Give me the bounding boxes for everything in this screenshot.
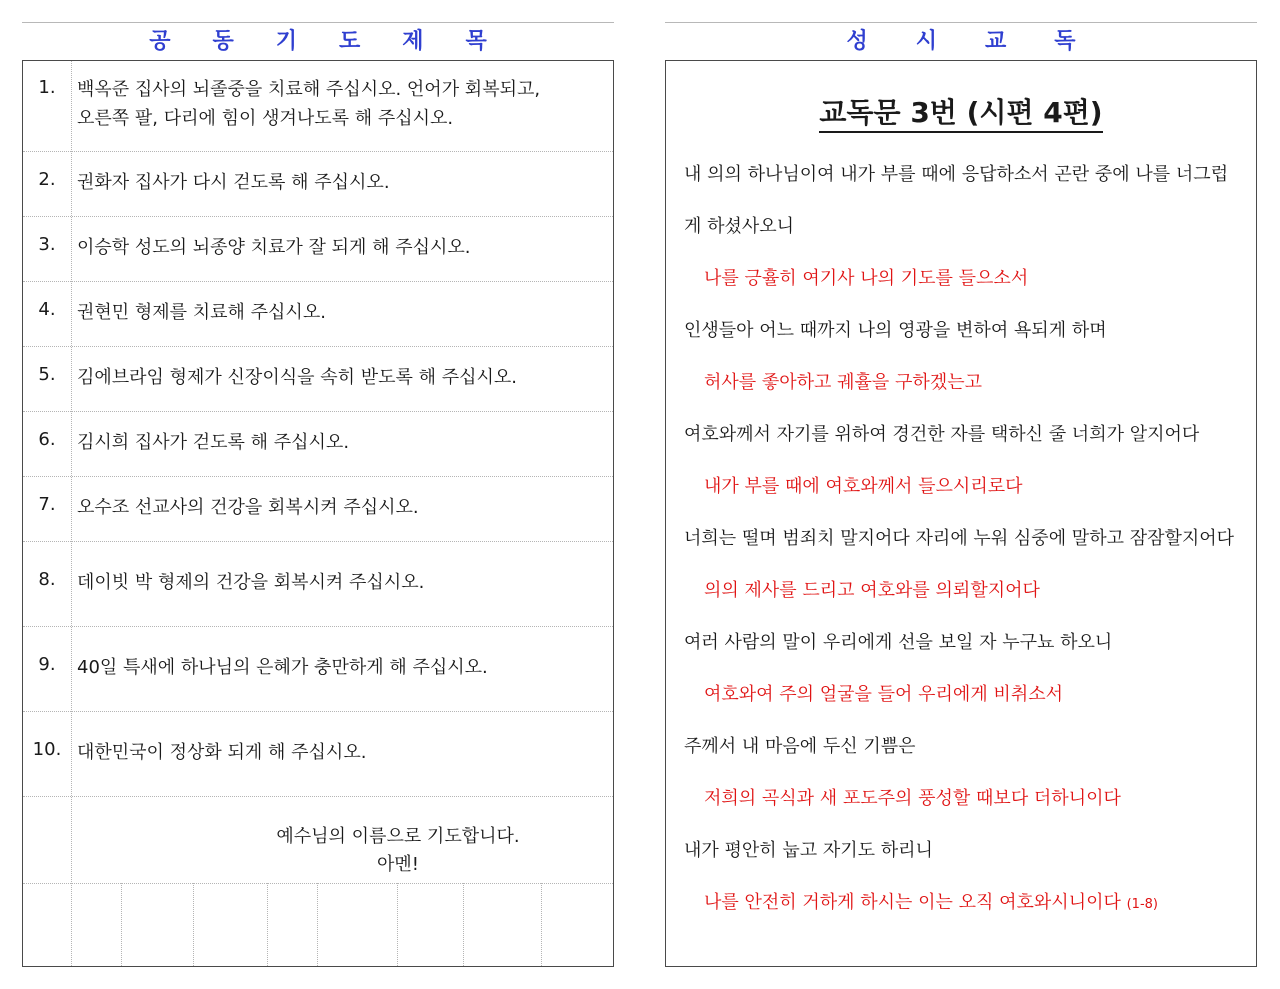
prayer-text: 김시희 집사가 걷도록 해 주십시오. bbox=[77, 432, 350, 453]
title-char: 목 bbox=[465, 29, 487, 54]
closing-prayer bbox=[183, 823, 613, 879]
title-char: 동 bbox=[212, 29, 234, 54]
prayer-text: 40일 특새에 하나님의 은혜가 충만하게 해 주십시오. bbox=[77, 657, 488, 678]
row-divider bbox=[23, 626, 613, 627]
prayer-number: 10. bbox=[32, 739, 62, 760]
leader-verse: 여호와께서 자기를 위하여 경건한 자를 택하신 줄 너희가 알지어다 bbox=[684, 424, 1200, 445]
prayer-number: 5. bbox=[38, 364, 56, 385]
number-column-divider bbox=[71, 61, 72, 884]
prayer-number: 6. bbox=[38, 429, 56, 450]
prayer-number: 4. bbox=[38, 299, 56, 320]
response-verse: 저희의 곡식과 새 포도주의 풍성할 때보다 더하니이다 bbox=[704, 788, 1121, 809]
leader-verse-continued: 게 하셨사오니 bbox=[684, 216, 795, 237]
row-divider bbox=[23, 151, 613, 152]
response-verse-text: 나를 안전히 거하게 하시는 이는 오직 여호와시니이다 bbox=[704, 892, 1121, 913]
grid-divider bbox=[397, 883, 398, 966]
left-header-rule bbox=[22, 22, 614, 23]
row-divider bbox=[23, 541, 613, 542]
prayer-text: 김에브라임 형제가 신장이식을 속히 받도록 해 주십시오. bbox=[77, 367, 517, 388]
blank-grid bbox=[23, 883, 613, 966]
reading-section-title bbox=[665, 24, 1257, 55]
title-char: 제 bbox=[402, 29, 424, 54]
title-char: 성 bbox=[846, 29, 868, 54]
prayer-text: 이승학 성도의 뇌종양 치료가 잘 되게 해 주십시오. bbox=[77, 237, 471, 258]
prayer-text: 오수조 선교사의 건강을 회복시켜 주십시오. bbox=[77, 497, 419, 518]
leader-verse: 내 의의 하나님이여 내가 부를 때에 응답하소서 곤란 중에 나를 너그럽 bbox=[684, 164, 1229, 185]
title-char: 독 bbox=[1054, 29, 1076, 54]
prayer-section-title bbox=[22, 24, 614, 55]
row-divider bbox=[23, 411, 613, 412]
prayer-text: 대한민국이 정상화 되게 해 주십시오. bbox=[77, 742, 367, 763]
closing-line: 예수님의 이름으로 기도합니다. bbox=[276, 826, 520, 847]
title-char: 교 bbox=[985, 29, 1007, 54]
response-verse: 나를 긍휼히 여기사 나의 기도를 들으소서 bbox=[704, 268, 1029, 289]
prayer-text: 데이빗 박 형제의 건강을 회복시켜 주십시오. bbox=[77, 572, 425, 593]
prayer-number: 7. bbox=[38, 494, 56, 515]
response-verse bbox=[704, 877, 1272, 931]
prayer-text-line: 백옥준 집사의 뇌졸중을 치료해 주십시오. 언어가 회복되고, bbox=[77, 79, 541, 100]
row-divider bbox=[23, 346, 613, 347]
prayer-number: 2. bbox=[38, 169, 56, 190]
title-char: 공 bbox=[149, 29, 171, 54]
row-divider bbox=[23, 476, 613, 477]
prayer-number: 1. bbox=[38, 77, 56, 98]
right-header-rule bbox=[665, 22, 1257, 23]
response-verse: 의의 제사를 드리고 여호와를 의뢰할지어다 bbox=[704, 580, 1040, 601]
row-divider bbox=[23, 796, 613, 797]
leader-verse: 내가 평안히 눕고 자기도 하리니 bbox=[684, 840, 933, 861]
prayer-number: 3. bbox=[38, 234, 56, 255]
prayer-number: 9. bbox=[38, 654, 56, 675]
row-divider bbox=[23, 711, 613, 712]
amen-line: 아멘! bbox=[377, 854, 419, 875]
leader-verse: 주께서 내 마음에 두신 기쁨은 bbox=[684, 736, 916, 757]
prayer-text: 권화자 집사가 다시 걷도록 해 주십시오. bbox=[77, 172, 390, 193]
leader-verse: 인생들아 어느 때까지 나의 영광을 변하여 욕되게 하며 bbox=[684, 320, 1107, 341]
grid-divider bbox=[71, 883, 72, 966]
reading-heading-text: 교독문 3번 (시편 4편) bbox=[819, 96, 1102, 133]
prayer-list-box bbox=[22, 60, 614, 967]
responsive-reading-box bbox=[665, 60, 1257, 967]
response-verse: 내가 부를 때에 여호와께서 들으시리로다 bbox=[704, 476, 1023, 497]
prayer-text-line: 오른쪽 팔, 다리에 힘이 생겨나도록 해 주십시오. bbox=[77, 108, 454, 129]
row-divider bbox=[23, 216, 613, 217]
prayer-number: 8. bbox=[38, 569, 56, 590]
title-char: 도 bbox=[339, 29, 361, 54]
title-char: 기 bbox=[275, 29, 297, 54]
response-verse: 허사를 좋아하고 궤휼을 구하겠는고 bbox=[704, 372, 982, 393]
leader-verse: 너희는 떨며 범죄치 말지어다 자리에 누워 심중에 말하고 잠잠할지어다 bbox=[684, 528, 1235, 549]
grid-divider bbox=[463, 883, 464, 966]
grid-divider bbox=[193, 883, 194, 966]
grid-divider bbox=[317, 883, 318, 966]
verse-reference: (1-8) bbox=[1126, 897, 1158, 912]
grid-divider bbox=[541, 883, 542, 966]
response-verse: 여호와여 주의 얼굴을 들어 우리에게 비취소서 bbox=[704, 684, 1063, 705]
grid-divider bbox=[121, 883, 122, 966]
reading-heading bbox=[666, 91, 1256, 131]
row-divider bbox=[23, 281, 613, 282]
prayer-text: 권현민 형제를 치료해 주십시오. bbox=[77, 302, 326, 323]
leader-verse: 여러 사람의 말이 우리에게 선을 보일 자 누구뇨 하오니 bbox=[684, 632, 1113, 653]
grid-divider bbox=[267, 883, 268, 966]
title-char: 시 bbox=[915, 29, 937, 54]
prayer-text bbox=[77, 75, 577, 133]
